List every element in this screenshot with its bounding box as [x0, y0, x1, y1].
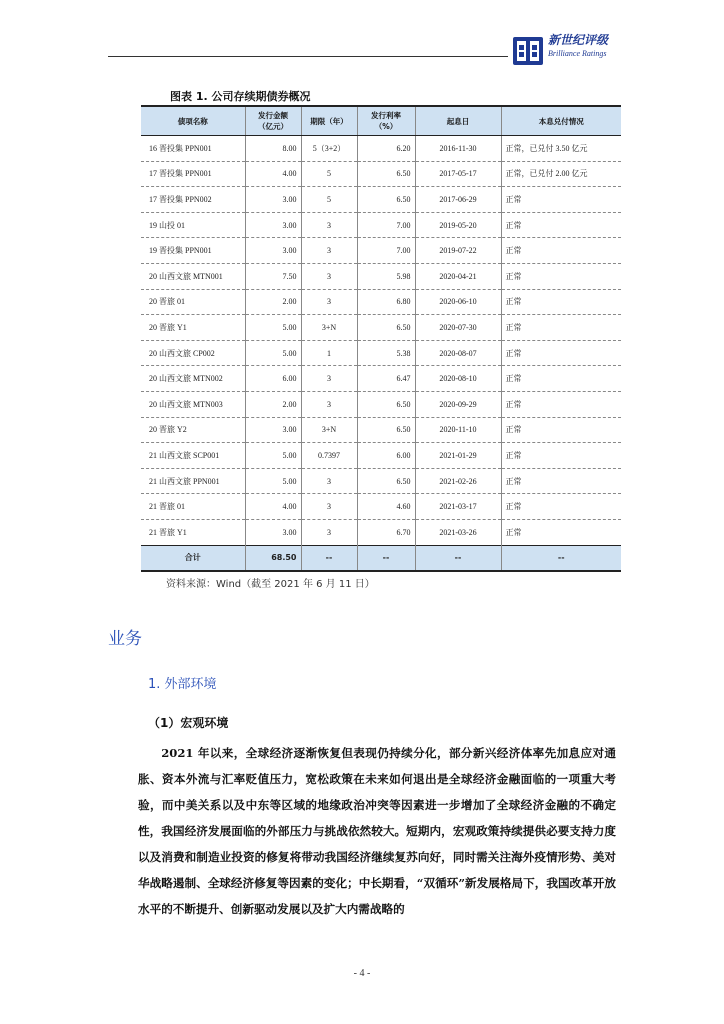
cell-rate: 6.50 [357, 161, 415, 187]
cell-payment-status: 正常 [501, 315, 621, 341]
table-title: 图表 1. 公司存续期债券概况 [170, 90, 311, 103]
logo-cn: 新世纪评级 [548, 33, 609, 47]
cell-bond-name: 20 山西文旅 MTN001 [141, 263, 245, 289]
cell-amount: 6.00 [245, 366, 301, 392]
cell-amount: 2.00 [245, 391, 301, 417]
table-body [141, 136, 621, 571]
cell-payment-status: 正常 [501, 238, 621, 264]
table-row [141, 263, 621, 289]
col-header: 起息日 [415, 106, 501, 136]
cell-amount: 8.00 [245, 136, 301, 162]
cell-term: 5（3+2） [301, 136, 357, 162]
cell-amount: 3.00 [245, 238, 301, 264]
cell-bond-name: 20 晋旅 Y1 [141, 315, 245, 341]
subsection-heading-external: 1. 外部环境 [148, 677, 217, 692]
cell-value-date: 2020-11-10 [415, 417, 501, 443]
cell-value-date: 2020-08-10 [415, 366, 501, 392]
cell-amount: 5.00 [245, 315, 301, 341]
cell-term: 1 [301, 340, 357, 366]
cell-amount: 7.50 [245, 263, 301, 289]
body-paragraph: 2021 年以来，全球经济逐渐恢复但表现仍持续分化，部分新兴经济体率先加息应对通胀、资本外流与汇率贬值压力，宽松政策在未来如何退出是全球经济金融面临的一项重大考验，而中美关系以及中东等区域的地缘政治冲突等因素进一步增加了全球经济金融的不确定性，我国经济发展面临的外部压力与挑战依然较大。短期内，宏观政策持续提供必要支持力度以及消费和制造业投资的修复将带动我国经济继续复苏向好，同时需关注海外疫情形势、美对华战略遏制、全球经济修复等因素的变化；中长期看，“双循环”新发展格局下，我国改革开放水平的不断提升、创新驱动发展以及扩大内需战略的 [138, 746, 616, 916]
cell-amount: 3.00 [245, 187, 301, 213]
cell-payment-status: 正常 [501, 263, 621, 289]
cell-term: 5 [301, 187, 357, 213]
cell-term: 3+N [301, 417, 357, 443]
cell-value-date: 2016-11-30 [415, 136, 501, 162]
cell-bond-name: 17 晋投集 PPN002 [141, 187, 245, 213]
table-total-row [141, 545, 621, 571]
cell-payment-status: 正常 [501, 187, 621, 213]
cell-term: 3 [301, 366, 357, 392]
bond-table [141, 105, 621, 572]
cell-rate: 6.50 [357, 391, 415, 417]
cell-bond-name: 21 山西文旅 SCP001 [141, 443, 245, 469]
cell-rate: 5.38 [357, 340, 415, 366]
cell-rate: 7.00 [357, 238, 415, 264]
cell-bond-name: 21 晋旅 Y1 [141, 519, 245, 545]
cell-value-date: 2021-01-29 [415, 443, 501, 469]
cell-payment-status: 正常 [501, 212, 621, 238]
cell-rate: 6.00 [357, 443, 415, 469]
cell-amount: 2.00 [245, 289, 301, 315]
table-row [141, 366, 621, 392]
cell-term: 3 [301, 391, 357, 417]
cell-amount: 3.00 [245, 519, 301, 545]
cell-term: -- [301, 545, 357, 571]
logo-icon [512, 36, 544, 66]
cell-term: 3 [301, 494, 357, 520]
cell-bond-name: 21 晋旅 01 [141, 494, 245, 520]
cell-bond-name: 20 晋旅 01 [141, 289, 245, 315]
cell-value-date: 2021-02-26 [415, 468, 501, 494]
cell-rate: 6.50 [357, 417, 415, 443]
col-header: 发行金额 （亿元） [245, 106, 301, 136]
cell-bond-name: 21 山西文旅 PPN001 [141, 468, 245, 494]
cell-term: 3+N [301, 315, 357, 341]
cell-bond-name: 合计 [141, 545, 245, 571]
logo-text [548, 34, 628, 58]
cell-amount: 5.00 [245, 468, 301, 494]
cell-term: 3 [301, 468, 357, 494]
cell-bond-name: 19 山投 01 [141, 212, 245, 238]
cell-value-date: 2020-07-30 [415, 315, 501, 341]
logo-en: Brilliance Ratings [548, 49, 607, 58]
cell-rate: 6.50 [357, 468, 415, 494]
subsubsection-heading-macro: （1）宏观环境 [148, 716, 229, 730]
cell-value-date: 2017-06-29 [415, 187, 501, 213]
cell-term: 3 [301, 263, 357, 289]
cell-rate: 7.00 [357, 212, 415, 238]
cell-payment-status: 正常 [501, 468, 621, 494]
table-row [141, 212, 621, 238]
cell-bond-name: 19 晋投集 PPN001 [141, 238, 245, 264]
cell-amount: 3.00 [245, 212, 301, 238]
cell-value-date: 2020-06-10 [415, 289, 501, 315]
cell-payment-status: 正常，已兑付 3.50 亿元 [501, 136, 621, 162]
cell-rate: 4.60 [357, 494, 415, 520]
cell-amount: 4.00 [245, 161, 301, 187]
cell-bond-name: 20 晋旅 Y2 [141, 417, 245, 443]
table-row [141, 289, 621, 315]
table-row [141, 161, 621, 187]
cell-bond-name: 20 山西文旅 MTN003 [141, 391, 245, 417]
table-row [141, 136, 621, 162]
cell-amount: 4.00 [245, 494, 301, 520]
table-row [141, 494, 621, 520]
col-header: 期限（年） [301, 106, 357, 136]
cell-bond-name: 20 山西文旅 CP002 [141, 340, 245, 366]
table-header-row [141, 106, 621, 136]
table-row [141, 238, 621, 264]
cell-amount: 5.00 [245, 340, 301, 366]
cell-payment-status: 正常 [501, 366, 621, 392]
cell-value-date: 2021-03-26 [415, 519, 501, 545]
cell-value-date: 2020-09-29 [415, 391, 501, 417]
cell-rate: 6.50 [357, 187, 415, 213]
table-row [141, 187, 621, 213]
cell-payment-status: -- [501, 545, 621, 571]
cell-value-date: 2019-07-22 [415, 238, 501, 264]
cell-value-date: 2020-08-07 [415, 340, 501, 366]
cell-value-date: 2021-03-17 [415, 494, 501, 520]
cell-rate: -- [357, 545, 415, 571]
table-row [141, 315, 621, 341]
header-rule [108, 56, 508, 57]
col-header: 债项名称 [141, 106, 245, 136]
table-row [141, 417, 621, 443]
cell-bond-name: 17 晋投集 PPN001 [141, 161, 245, 187]
table-row [141, 391, 621, 417]
cell-payment-status: 正常 [501, 443, 621, 469]
cell-payment-status: 正常 [501, 494, 621, 520]
cell-rate: 6.70 [357, 519, 415, 545]
cell-value-date: 2019-05-20 [415, 212, 501, 238]
cell-bond-name: 16 晋投集 PPN001 [141, 136, 245, 162]
cell-payment-status: 正常 [501, 289, 621, 315]
table-source: 资料来源：Wind（截至 2021 年 6 月 11 日） [166, 579, 375, 590]
cell-rate: 5.98 [357, 263, 415, 289]
cell-rate: 6.80 [357, 289, 415, 315]
cell-rate: 6.47 [357, 366, 415, 392]
cell-amount: 3.00 [245, 417, 301, 443]
section-heading-business: 业务 [108, 629, 142, 649]
cell-payment-status: 正常，已兑付 2.00 亿元 [501, 161, 621, 187]
page-number: - 4 - [353, 968, 371, 979]
cell-payment-status: 正常 [501, 417, 621, 443]
col-header: 发行利率 （%） [357, 106, 415, 136]
cell-amount: 5.00 [245, 443, 301, 469]
cell-term: 3 [301, 519, 357, 545]
cell-value-date: 2017-05-17 [415, 161, 501, 187]
cell-term: 5 [301, 161, 357, 187]
cell-payment-status: 正常 [501, 391, 621, 417]
cell-bond-name: 20 山西文旅 MTN002 [141, 366, 245, 392]
cell-term: 0.7397 [301, 443, 357, 469]
cell-payment-status: 正常 [501, 519, 621, 545]
table-row [141, 443, 621, 469]
cell-value-date: 2020-04-21 [415, 263, 501, 289]
cell-payment-status: 正常 [501, 340, 621, 366]
cell-term: 3 [301, 289, 357, 315]
cell-rate: 6.50 [357, 315, 415, 341]
cell-rate: 6.20 [357, 136, 415, 162]
col-header: 本息兑付情况 [501, 106, 621, 136]
table-row [141, 340, 621, 366]
table-row [141, 468, 621, 494]
table-row [141, 519, 621, 545]
cell-term: 3 [301, 238, 357, 264]
cell-amount: 68.50 [245, 545, 301, 571]
cell-term: 3 [301, 212, 357, 238]
cell-value-date: -- [415, 545, 501, 571]
